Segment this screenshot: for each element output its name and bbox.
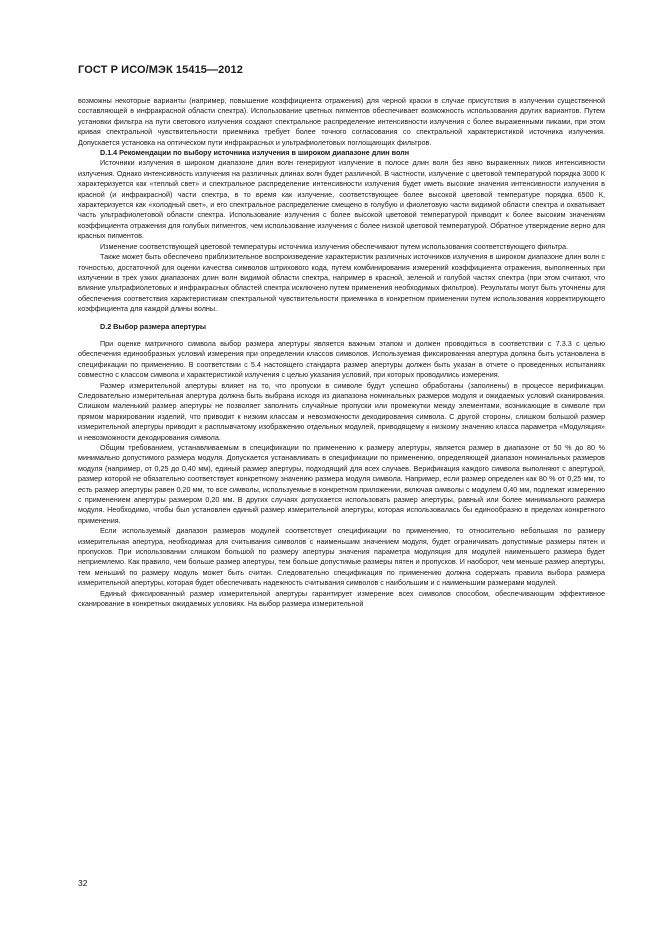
paragraph: Также может быть обеспечено приблизительное воспроизведение характеристик различных источников излучения в широком диапазоне длин волн с точностью, достаточной для оценки качества символов штрихового кода, путем комбинирования измерений коэффициента отражения, выполненных при излучении в трех узких диапазонах длин волн видимой области спектра, например в красной, зеленой и голубой частях спектра (при этом считают, что влияние ультрафиолетовых и инфракрасных областей спектра исключено путем применения необходимых фильтров). Результаты могут быть уточнены для обеспечения соответствия характеристикам спектральной чувствительности приемника в конкретном применении путем использования корректирующего коэффициента для каждой длины волны. — [78, 252, 605, 314]
paragraph: Размер измерительной апертуры влияет на то, что пропуски в символе будут успешно обработаны (заполнены) в процессе верификации. Следовательно измерительная апертура должна быть выбрана исходя из диапазона номинальных размеров модуля и ожидаемых условий сканирования. Слишком маленький размер апертуры не позволяет заполнить случайные пропуски или промежутки между элементами, возникающие в символе при прямом маркировании изделий, что приводит к низким классам и невозможности декодирования символа. С другой стороны, слишком большой размер измерительной апертуры приводит к расплывчатому изображению отдельных модулей, приводящему к низкому значению класса параметра «Модуляция» и невозможности декодирования символа. — [78, 380, 605, 442]
subsection-heading-d14: D.1.4 Рекомендации по выбору источника излучения в широком диапазоне длин волн — [100, 148, 410, 158]
paragraph: Изменение соответствующей цветовой температуры источника излучения обеспечивают путем использования соответствующего фильтра. — [100, 241, 568, 251]
paragraph: При оценке матричного символа выбор размера апертуры является важным этапом и должен проводиться в соответствии с 7.3.3 с целью обеспечения единообразных условий измерения при определении классов символов. Используемая фиксированная апертура должна быть установлена в спецификации по применению. В соответствии с 5.4 настоящего стандарта размер апертуры должен быть указан в отчете о проведенных испытаниях совместно с классом символа и характеристикой излучения с целью указания условий, при которых проводились измерения. — [78, 338, 605, 380]
paragraph-continuation: возможны некоторые варианты (например, повышение коэффициента отражения) для черной краски в случае присутствия в излучении существенной составляющей в инфракрасной области спектра). Использование цветных пигментов обеспечивает возможность использования других вариантов. Путем установки фильтра на пути светового излучения создают спектральное распределение интенсивности излучения с более выраженными пиками, при этом кривая спектральной чувствительности приемника требует более точного согласования со спектральной характеристикой источника излучения. Допускается установка на оптическом пути инфракрасных и ультрафиолетовых поглощающих фильтров. — [78, 96, 605, 147]
section-heading-d2: D.2 Выбор размера апертуры — [100, 321, 207, 331]
paragraph: Общим требованием, устанавливаемым в спецификации по применению к размеру апертуры, является размер в диапазоне от 50 % до 80 % минимально допустимого размера модуля. Допускается устанавливать в спецификации по применению, определяющей диапазон номинальных размеров модуля (например, от 0,25 до 0,40 мм), единый размер апертуры, подходящий для всех случаев. Верификация каждого символа выполняют с апертурой, размер которой не обязательно соответствует конкретному значению размера модуля символа. Например, если размер определен как 80 % от 0,25 мм, то есть размер апертуры равен 0,20 мм, то все символы, используемые в конкретном приложении, включая символы с модулем 0,40 мм, подлежат измерению с применением апертуры размером 0,20 мм. В других случаях допускается использовать размер апертуры, равный или более минимального размера модуля. Необходимо, чтобы был установлен единый размер измерительной апертуры, которая использовалась бы единообразно в пределах конкретного применения. — [78, 443, 605, 525]
paragraph: Если используемый диапазон размеров модулей соответствует спецификации по применению, то относительно небольшая по размеру измерительная апертура, необходимая для считывания символов с наименьшим значением модуля, будет ограничивать допустимые размеры пятен и пропусков. При использовании слишком большой по размеру апертуры значения параметра модуляция для модулей наименьшего размера будет неприемлемо. Как правило, чем больше размер апертуры, тем больше допустимые размеры пятен и пропусков. И наоборот, чем меньше размер апертуры, тем меньший по размеру модуль может быть считан. Следовательно спецификация по применению должна содержать правила выбора размера измерительной апертуры, которая будет обеспечивать надежность считывания символов с наибольшим и с наименьшим размерами модулей. — [78, 526, 605, 588]
page-header-title: ГОСТ Р ИСО/МЭК 15415—2012 — [78, 64, 243, 76]
document-body — [78, 96, 605, 610]
paragraph: Единый фиксированный размер измерительной апертуры гарантирует измерение всех символов способом, обеспечивающим эффективное сканирование в конкретных ожидаемых условиях. На выбор размера измерительной — [78, 588, 605, 609]
page-number: 32 — [78, 878, 88, 888]
paragraph: Источники излучения в широком диапазоне длин волн генерируют излучение в полосе длин волн без явно выраженных пиков интенсивности излучения. Однако интенсивность излучения на различных длинах волн будет различной. В частности, излучение с цветовой температурой порядка 3000 К характеризуется как «теплый свет» и спектральное распределение интенсивности излучения будет иметь высокие значения интенсивности излучения в красной (и инфракрасной) части спектра, в то время как излучение, соответствующее более высокой цветовой температуре порядка 6500 К, характеризуется как «холодный свет», и его спектральное распределение смещено в голубую и фиолетовую части видимой области спектра и охватывает часть ультрафиолетовой области спектра. Использование излучения с более высокой цветовой температурой приводит к более высоким значениям коэффициента отражения для голубых пигментов, чем использование излучения с более низкой цветовой температурой. Обратное утверждение верно для красных пигментов. — [78, 158, 605, 241]
